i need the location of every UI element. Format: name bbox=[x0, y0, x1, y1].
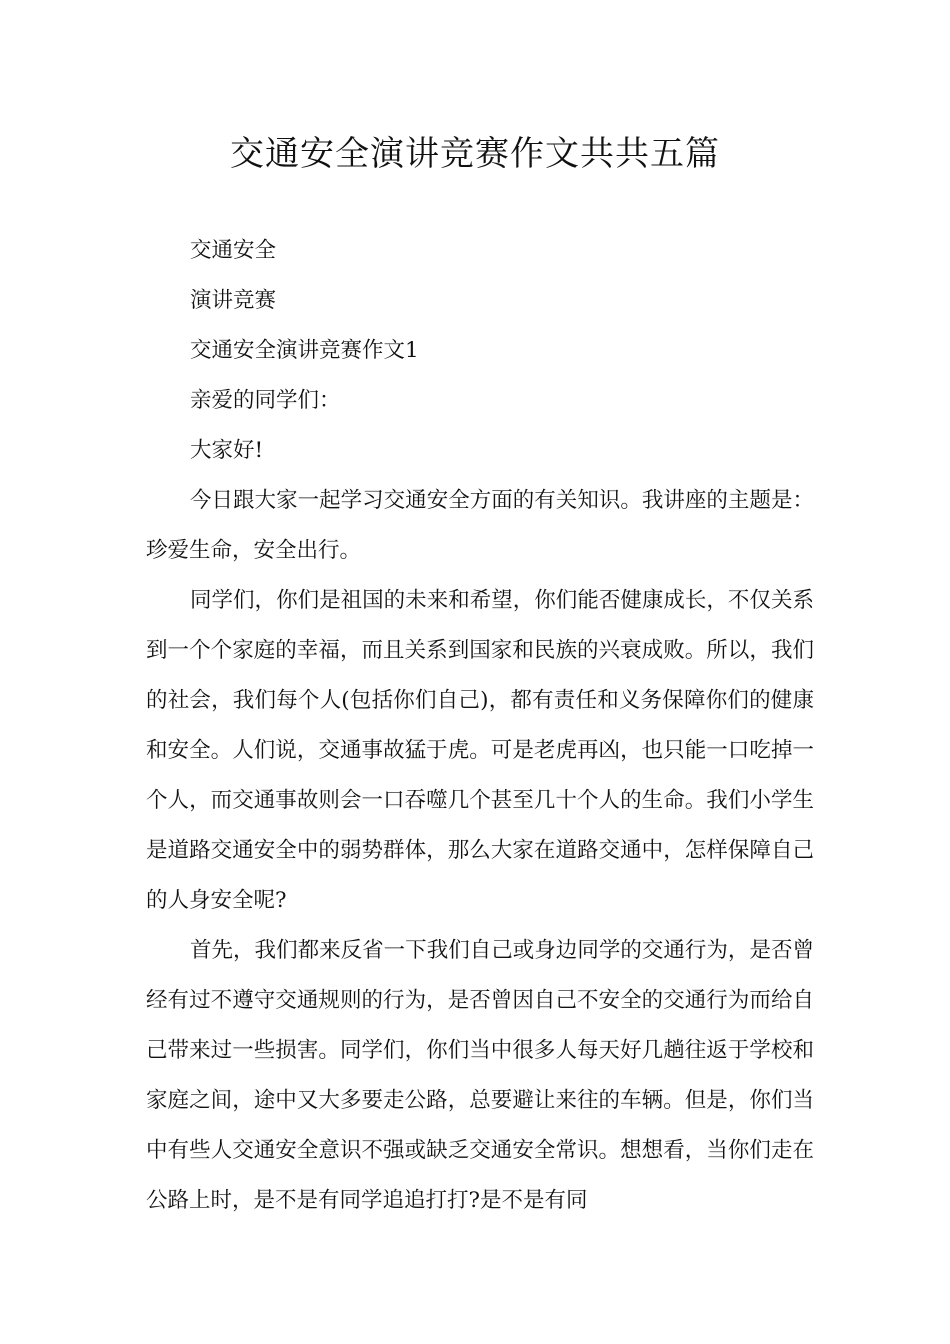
paragraph-greeting: 大家好! bbox=[190, 438, 264, 463]
paragraph-body-2: 首先，我们都来反省一下我们自己或身边同学的交通行为，是否曾经有过不遵守交通规则的行为，是否曾因自己不安全的交通行为而给自己带来过一些损害。同学们，你们当中很多人每天好几趟往返于学校和家庭之间，途中又大多要走公路，总要避让来往的车辆。但是，你们当中有些人交通安全意识不强或缺乏交通安全常识。想想看，当你们走在公路上时，是不是有同学追追打打?是不是有同 bbox=[146, 938, 814, 1213]
document-body bbox=[146, 226, 814, 1226]
paragraph-topic-1: 交通安全 bbox=[190, 238, 277, 263]
paragraph-topic-2: 演讲竞赛 bbox=[190, 288, 277, 313]
paragraph-intro: 今日跟大家一起学习交通安全方面的有关知识。我讲座的主题是：珍爱生命，安全出行。 bbox=[146, 488, 814, 563]
paragraph-essay-heading: 交通安全演讲竞赛作文1 bbox=[190, 338, 419, 363]
document-title: 交通安全演讲竞赛作文共共五篇 bbox=[230, 134, 720, 174]
paragraph-salutation: 亲爱的同学们： bbox=[190, 388, 341, 413]
paragraph-body-1: 同学们，你们是祖国的未来和希望，你们能否健康成长，不仅关系到一个个家庭的幸福，而且关系到国家和民族的兴衰成败。所以，我们的社会，我们每个人(包括你们自己)，都有责任和义务保障你们的健康和安全。人们说，交通事故猛于虎。可是老虎再凶，也只能一口吃掉一个人，而交通事故则会一口吞噬几个甚至几十个人的生命。我们小学生是道路交通安全中的弱势群体，那么大家在道路交通中，怎样保障自己的人身安全呢? bbox=[146, 588, 814, 913]
